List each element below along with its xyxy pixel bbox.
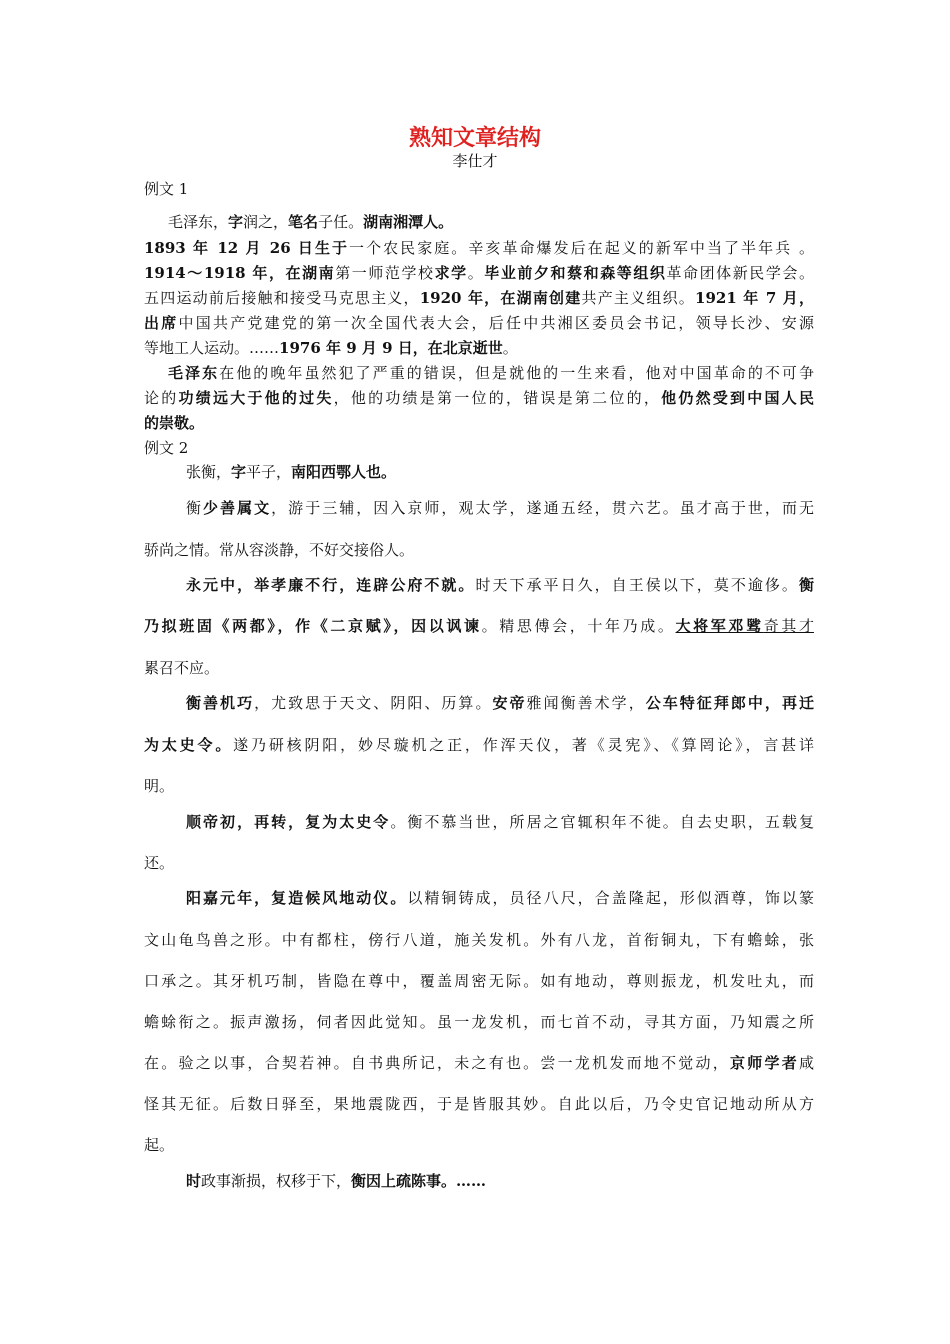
text-segment: 政事渐损，权移于下， [201,1172,352,1190]
text-segment: 张衡， [186,463,232,481]
text-line [144,386,814,410]
bold-text-segment: 安帝 [492,694,527,712]
text-line [144,336,814,360]
text-line [144,1051,814,1075]
text-segment: 。精思傅会，十年乃成。 [481,617,676,635]
text-line [144,851,814,875]
text-segment: 明。 [144,777,175,795]
text-segment: 例文 2 [144,439,189,457]
bold-text-segment: 毕业前夕和蔡和森等组织 [484,264,667,282]
text-line [144,969,814,993]
text-line [144,1133,814,1157]
text-line [144,436,814,460]
text-line [144,1092,814,1116]
text-segment: ，他的功绩是第一位的，错误是第二位的， [333,389,662,407]
document-author: 李仕才 [452,152,498,170]
text-segment: 在。验之以事，合契若神。自书典所记，未之有也。尝一龙机发而地不觉动， [144,1054,731,1072]
text-segment: 共产主义组织。 [581,289,696,307]
text-line [144,733,814,757]
bold-text-segment: 永元中，举孝廉不行，连辟公府不就。 [186,576,476,594]
bold-text-segment: 阳嘉元年，复造候风地动仪。 [186,889,408,907]
text-segment: 润之， [243,213,289,231]
text-segment: 子任。 [318,213,364,231]
bold-text-segment: 公车特征拜郎中，再迁 [645,694,814,712]
bold-text-segment: 的崇敬。 [144,414,205,432]
text-line [144,261,814,285]
text-segment: 一个农民家庭。辛亥革命爆发后在起义的新军中当了半年兵 。 [349,239,814,257]
bold-text-segment: 1914～1918 年，在湖南 [144,264,336,282]
bold-text-segment: 南阳西鄂人也。 [291,463,397,481]
text-segment: 中国共产党建党的第一次全国代表大会，后任中共湘区委员会书记，领导长沙、安源 [178,314,814,332]
bold-text-segment: 乃拟班固《两都》，作《二京赋》，因以讽谏 [144,617,482,635]
text-segment: 第一师范学校 [335,264,435,282]
text-line [186,460,814,484]
text-segment: 革命团体新民学会。 [666,264,814,282]
text-line [168,210,814,234]
text-line [186,1169,814,1193]
text-segment: 五四运动前后接触和接受马克思主义， [144,289,420,307]
text-segment: 例文 1 [144,180,189,198]
text-line [144,614,814,638]
text-segment: 奇其才 [763,617,814,635]
text-segment: 。 [467,264,485,282]
text-segment: 等地工人运动。…… [144,339,280,357]
bold-text-segment: 衡 [798,576,814,594]
text-segment: 衡 [186,499,204,517]
text-line [186,886,814,910]
text-segment: 。 [502,339,518,357]
bold-text-segment: 为太史令。 [144,736,234,754]
text-segment: 蟾蜍衔之。振声激扬，伺者因此觉知。虽一龙发机，而七首不动，寻其方面，乃知震之所 [144,1013,814,1031]
text-segment: 时天下承平日久，自王侯以下，莫不逾侈。 [475,576,799,594]
bold-text-segment: 顺帝初，再转，复为太史令 [186,813,391,831]
bold-text-segment: 衡善机巧 [186,694,255,712]
text-segment: 以精铜铸成，员径八尺，合盖隆起，形似酒尊，饰以篆 [407,889,814,907]
text-line [144,1010,814,1034]
bold-text-segment: 毛泽东 [168,364,220,382]
bold-text-segment: 1893 年 12 月 26 日生于 [144,239,350,257]
text-segment: 文山龟鸟兽之形。中有都柱，傍行八道，施关发机。外有八龙，首衔铜丸，下有蟾蜍，张 [144,931,814,949]
text-segment: 毛泽东， [168,213,229,231]
bold-text-segment: 字 [228,213,244,231]
text-segment: 遂乃研核阴阳，妙尽璇机之正，作浑天仪，著《灵宪》、《算罔论》，言甚详 [233,736,814,754]
bold-text-segment: 少善属文 [203,499,272,517]
text-line [168,361,814,385]
text-segment: 论的 [144,389,179,407]
text-line [144,236,814,260]
bold-text-segment: 字 [231,463,247,481]
text-line [144,411,814,435]
text-line [186,691,814,715]
text-segment: ，尤致思于天文、阴阳、历算。 [254,694,493,712]
bold-text-segment: 时 [186,1172,202,1190]
bold-text-segment: 衡因上疏陈事。…… [351,1172,487,1190]
text-segment: 骄尚之情。常从容淡静，不好交接俗人。 [144,541,415,559]
text-line [144,538,814,562]
text-segment: 怪其无征。后数日驿至，果地震陇西，于是皆服其妙。自此以后，乃令史官记地动所从方 [144,1095,814,1113]
text-line [144,286,814,310]
bold-text-segment: 1921 年 7 月， [695,289,814,307]
text-line [144,656,814,680]
text-segment: 雅闻衡善术学， [526,694,646,712]
text-line [186,573,814,597]
text-segment: 在他的晚年虽然犯了严重的错误，但是就他的一生来看，他对中国革命的不可争 [219,364,814,382]
bold-text-segment: 求学 [434,264,468,282]
text-segment: ，游于三辅，因入京师，观太学，遂通五经，贯六艺。虽才高于世，而无 [271,499,814,517]
bold-text-segment: 京师学者 [730,1054,799,1072]
text-segment: 口承之。其牙机巧制，皆隐在尊中，覆盖周密无际。如有地动，尊则振龙，机发吐丸，而 [144,972,814,990]
bold-text-segment: 笔名 [288,213,319,231]
bold-text-segment: 大将军邓骘 [675,617,764,635]
bold-text-segment: 他仍然受到中国人民 [661,389,814,407]
text-segment: 累召不应。 [144,659,220,677]
text-segment: 平子， [246,463,292,481]
text-line [186,810,814,834]
text-segment: 。衡不慕当世，所居之官辄积年不徙。自去史职，五载复 [390,813,814,831]
bold-text-segment: 湖南湘潭人。 [363,213,454,231]
text-line [144,928,814,952]
text-line [144,311,814,335]
text-line [144,177,814,201]
text-line [144,774,814,798]
bold-text-segment: 1920 年，在湖南创建 [419,289,582,307]
text-segment: 起。 [144,1136,175,1154]
document-title: 熟知文章结构 [408,125,541,151]
bold-text-segment: 出席 [144,314,179,332]
text-line [186,496,814,520]
bold-text-segment: 功绩远大于他的过失 [178,389,334,407]
text-segment: 还。 [144,854,175,872]
text-segment: 咸 [798,1054,814,1072]
bold-text-segment: 1976 年 9 月 9 日，在北京逝世 [279,339,503,357]
